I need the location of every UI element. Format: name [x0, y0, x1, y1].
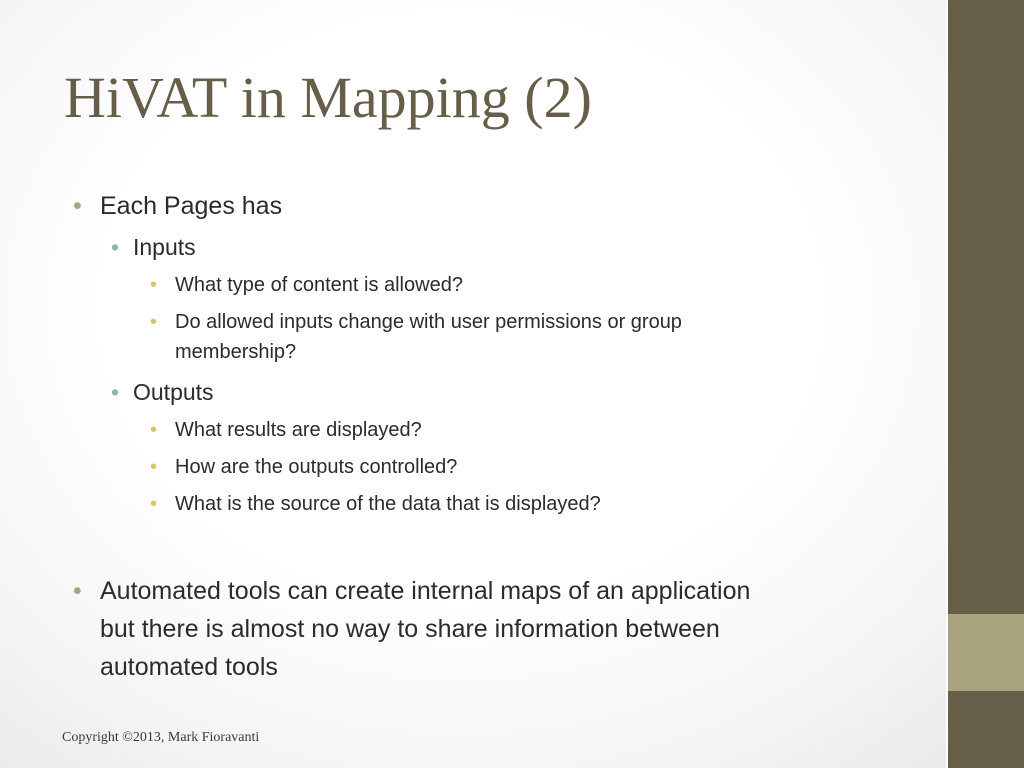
- bullet-text-continuation: automated tools: [100, 653, 278, 681]
- bullet-marker: •: [73, 577, 82, 605]
- bullet-text: Each Pages has: [100, 192, 283, 220]
- bullet-text: What type of content is allowed?: [175, 274, 463, 296]
- decorative-side-bar-accent: [948, 614, 1024, 691]
- bullet-marker: •: [73, 192, 82, 220]
- bullet-marker: •: [150, 274, 158, 296]
- bullet-marker: •: [150, 456, 158, 478]
- bullet-marker: •: [150, 493, 158, 515]
- bullet-marker: •: [111, 379, 120, 405]
- bullet-text-continuation: but there is almost no way to share information between: [100, 615, 720, 643]
- bullet-text: What is the source of the data that is displayed?: [175, 493, 601, 515]
- bullet-text-continuation: membership?: [175, 341, 297, 363]
- bullet-text: How are the outputs controlled?: [175, 456, 458, 478]
- bullet-text: What results are displayed?: [175, 419, 422, 441]
- bullet-text: Do allowed inputs change with user permissions or group: [175, 311, 682, 333]
- bullet-text: Inputs: [133, 234, 196, 260]
- bullet-marker: •: [150, 311, 158, 333]
- slide-title: HiVAT in Mapping (2): [64, 65, 592, 130]
- bullet-marker: •: [111, 234, 120, 260]
- bullet-text: Automated tools can create internal maps of an application: [100, 577, 751, 605]
- bullet-text: Outputs: [133, 379, 214, 405]
- bullet-marker: •: [150, 419, 158, 441]
- copyright-footer: Copyright ©2013, Mark Fioravanti: [62, 730, 260, 745]
